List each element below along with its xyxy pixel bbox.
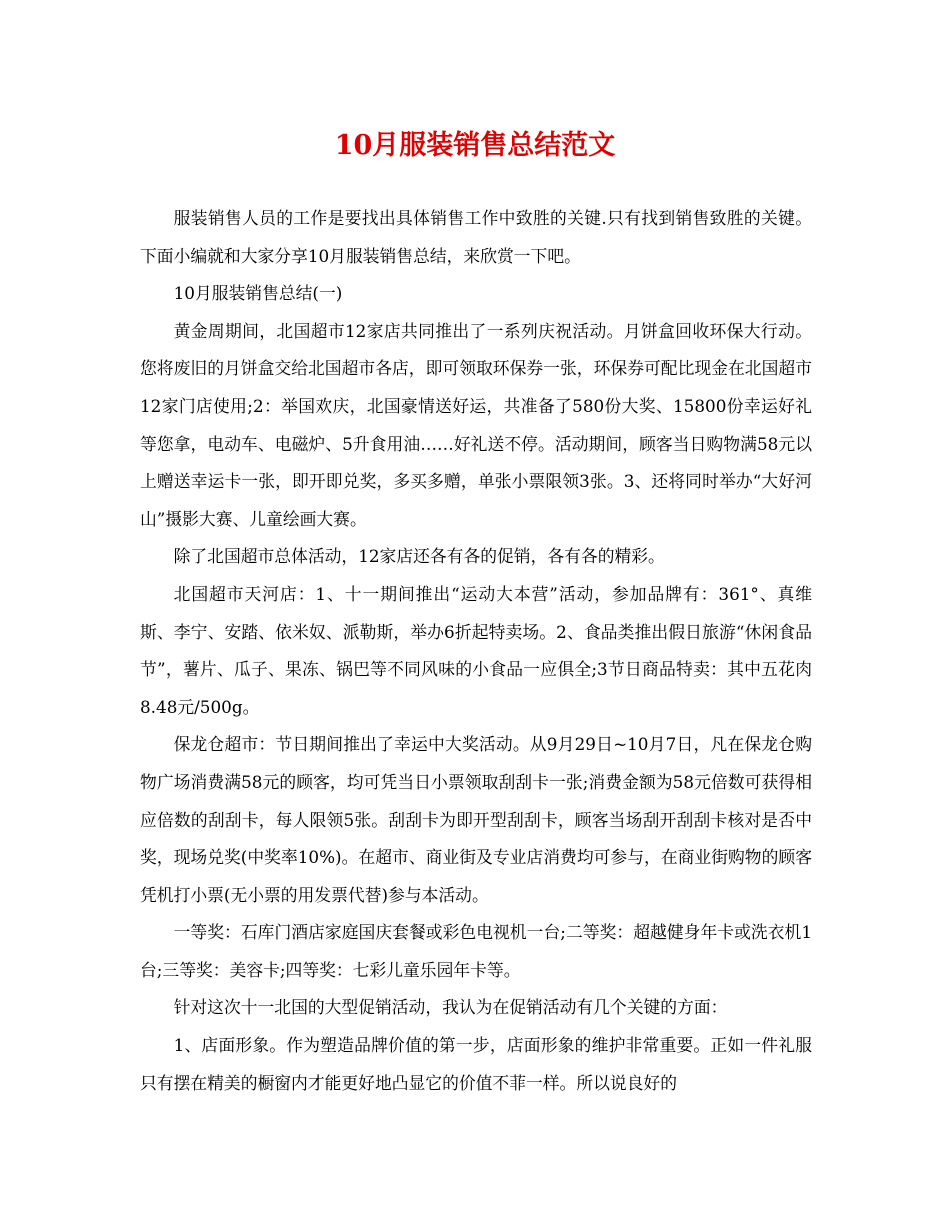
document-title: 10月服装销售总结范文	[334, 130, 616, 161]
paragraph-intro: 服装销售人员的工作是要找出具体销售工作中致胜的关键.只有找到销售致胜的关键。下面小编就和大家分享10月服装销售总结，来欣赏一下吧。	[140, 208, 812, 266]
paragraph-prizes: 一等奖：石库门酒店家庭国庆套餐或彩色电视机一台;二等奖：超越健身年卡或洗衣机1台;三等奖：美容卡;四等奖：七彩儿童乐园年卡等。	[140, 922, 812, 980]
paragraph-store-promotions: 除了北国超市总体活动，12家店还各有各的促销，各有各的精彩。	[173, 546, 665, 567]
paragraph-golden-week: 黄金周期间，北国超市12家店共同推出了一系列庆祝活动。月饼盒回收环保大行动。您将废旧的月饼盒交给北国超市各店，即可领取环保券一张，环保券可配比现金在北国超市12家门店使用;2：举国欢庆，北国豪情送好运，共准备了580份大奖、15800份幸运好礼等您拿，电动车、电磁炉、5升食用油……好礼送不停。活动期间，顾客当日购物满58元以上赠送幸运卡一张，即开即兑奖，多买多赠，单张小票限领3张。3、还将同时举办“大好河山”摄影大赛、儿童绘画大赛。	[140, 320, 812, 529]
section-heading: 10月服装销售总结(一)	[173, 283, 343, 304]
document-body	[140, 200, 812, 1102]
paragraph-baolongcang: 保龙仓超市：节日期间推出了幸运中大奖活动。从9月29日~10月7日，凡在保龙仓购物广场消费满58元的顾客，均可凭当日小票领取刮刮卡一张;消费金额为58元倍数可获得相应倍数的刮刮卡，每人限领5张。刮刮卡为即开型刮刮卡，顾客当场刮开刮刮卡核对是否中奖，现场兑奖(中奖率10%)。在超市、商业街及专业店消费均可参与，在商业街购物的顾客凭机打小票(无小票的用发票代替)参与本活动。	[140, 734, 812, 905]
paragraph-key-aspects: 针对这次十一北国的大型促销活动，我认为在促销活动有几个关键的方面：	[173, 997, 728, 1018]
paragraph-store-image: 1、店面形象。作为塑造品牌价值的第一步，店面形象的维护非常重要。正如一件礼服只有摆在精美的橱窗内才能更好地凸显它的价值不菲一样。所以说良好的	[140, 1035, 812, 1093]
paragraph-tianhe-store: 北国超市天河店：1、十一期间推出“运动大本营”活动，参加品牌有：361°、真维斯、李宁、安踏、依米奴、派勒斯，举办6折起特卖场。2、食品类推出假日旅游“休闲食品节”，薯片、瓜子、果冻、锅巴等不同风味的小食品一应俱全;3节日商品特卖：其中五花肉8.48元/500g。	[140, 583, 812, 717]
